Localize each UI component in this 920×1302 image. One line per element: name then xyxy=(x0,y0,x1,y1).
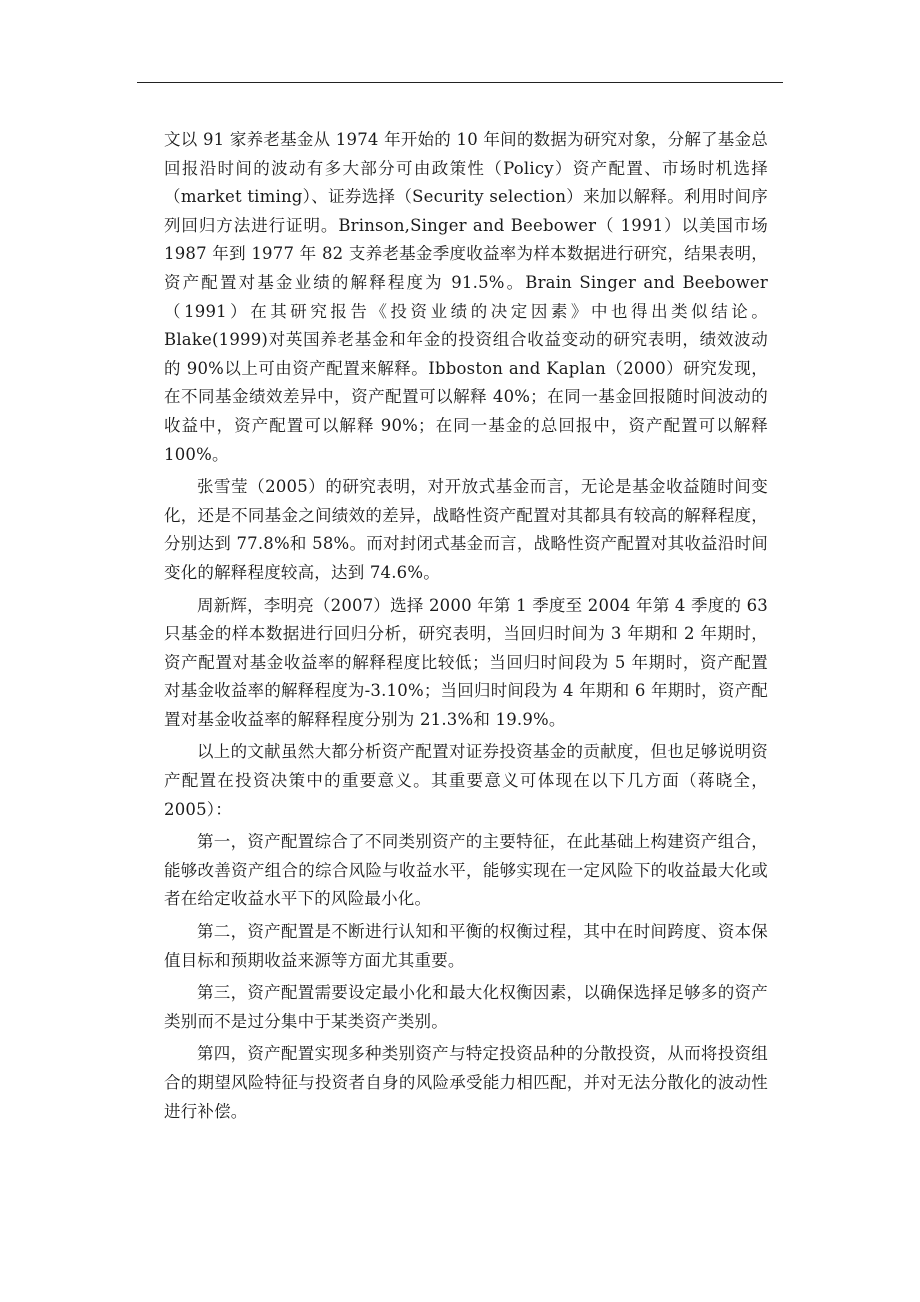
paragraph-zhou-xinhui: 周新辉，李明亮（2007）选择 2000 年第 1 季度至 2004 年第 4 季度的 63 只基金的样本数据进行回归分析，研究表明，当回归时间为 3 年期和 2 年期时，资产配置对基金收益率的解释程度比较低；当回归时间段为 5 年期时，资产配置对基金收益率的解释程度为-3.10%；当回归时间段为 4 年期和 6 年期时，资产配置对基金收益率的解释程度分别为 21.3%和 19.9%。 xyxy=(164,595,768,729)
paragraph-summary: 以上的文献虽然大都分析资产配置对证券投资基金的贡献度，但也足够说明资产配置在投资决策中的重要意义。其重要意义可体现在以下几方面（蒋晓全，2005）： xyxy=(164,742,768,819)
paragraph-point-one: 第一，资产配置综合了不同类别资产的主要特征，在此基础上构建资产组合，能够改善资产组合的综合风险与收益水平，能够实现在一定风险下的收益最大化或者在给定收益水平下的风险最小化。 xyxy=(164,832,768,909)
paragraph-zhang-xueying: 张雪莹（2005）的研究表明，对开放式基金而言，无论是基金收益随时间变化，还是不同基金之间绩效的差异，战略性资产配置对其都具有较高的解释程度，分别达到 77.8%和 58%。而对封闭式基金而言，战略性资产配置对其收益沿时间变化的解释程度较高，达到 74.6%。 xyxy=(164,477,768,582)
paragraph-literature-foreign: 文以 91 家养老基金从 1974 年开始的 10 年间的数据为研究对象，分解了基金总回报沿时间的波动有多大部分可由政策性（Policy）资产配置、市场时机选择（market timing）、证券选择（Security selection）来加以解释。利用时间序列回归方法进行证明。Brinson,Singer and Beebower（ 1991）以美国市场 1987 年到 1977 年 82 支养老基金季度收益率为样本数据进行研究，结果表明，资产配置对基金业绩的解释程度为 91.5%。Brain Singer and Beebower（1991）在其研究报告《投资业绩的决定因素》中也得出类似结论。Blake(1999)对英国养老基金和年金的投资组合收益变动的研究表明，绩效波动的 90%以上可由资产配置来解释。Ibboston and Kaplan（2000）研究发现，在不同基金绩效差异中，资产配置可以解释 40%；在同一基金回报随时间波动的收益中，资产配置可以解释 90%；在同一基金的总回报中，资产配置可以解释 100%。 xyxy=(164,130,768,464)
paragraph-point-two: 第二，资产配置是不断进行认知和平衡的权衡过程，其中在时间跨度、资本保值目标和预期收益来源等方面尤其重要。 xyxy=(164,922,768,970)
document-body xyxy=(164,126,768,1130)
paragraph-point-four: 第四，资产配置实现多种类别资产与特定投资品种的分散投资，从而将投资组合的期望风险特征与投资者自身的风险承受能力相匹配，并对无法分散化的波动性进行补偿。 xyxy=(164,1044,768,1121)
header-rule xyxy=(137,82,783,83)
paragraph-point-three: 第三，资产配置需要设定最小化和最大化权衡因素，以确保选择足够多的资产类别而不是过分集中于某类资产类别。 xyxy=(164,983,768,1031)
